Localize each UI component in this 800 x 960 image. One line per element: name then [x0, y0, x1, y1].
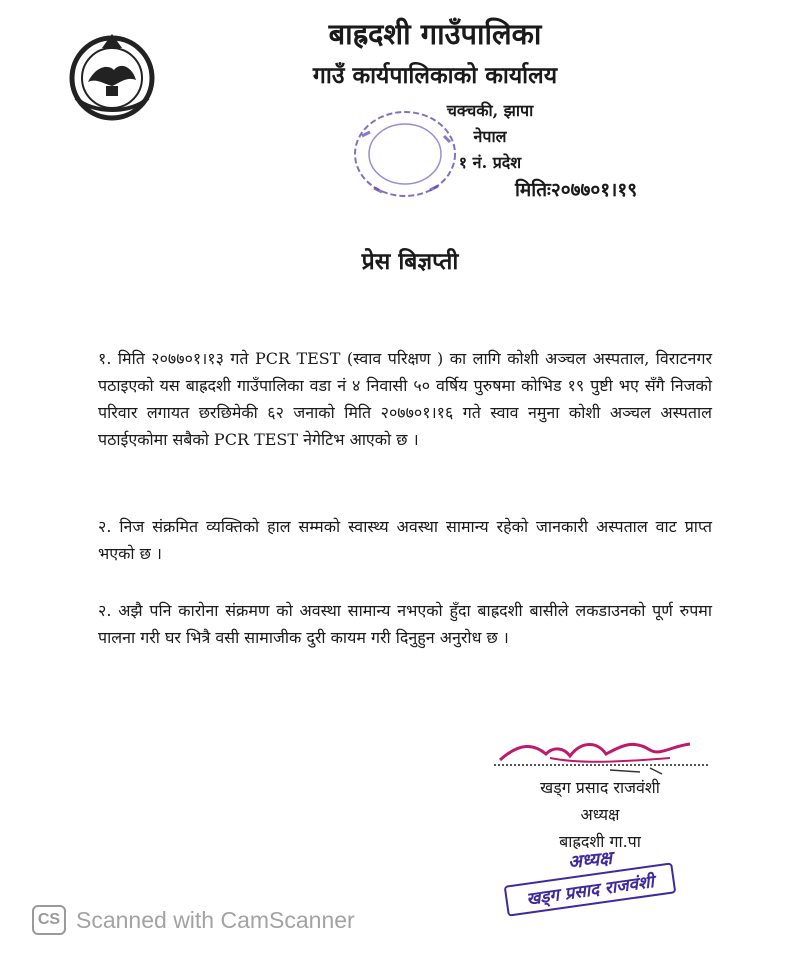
- office-subtitle: गाउँ कार्यपालिकाको कार्यालय: [312, 62, 558, 89]
- camscanner-logo-icon: CS: [32, 905, 66, 935]
- paragraph: २. निज संक्रमित व्यक्तिको हाल सम्मको स्वास्थ्य अवस्था सामान्य रहेको जानकारी अस्पताल वाट प्राप्त भएको छ ।: [98, 517, 712, 563]
- date: मितिः२०७७०१।१९: [515, 179, 638, 201]
- address-line: १ नं. प्रदेश: [458, 153, 522, 172]
- camscanner-watermark: [32, 900, 355, 940]
- seal-name: खड्ग प्रसाद राजवंशी: [504, 862, 677, 916]
- watermark-text: Scanned with CamScanner: [76, 906, 355, 933]
- subject-heading: प्रेस बिज्ञप्ती: [361, 248, 459, 275]
- paragraph: २. अझै पनि कारोना संक्रमण को अवस्था सामान्य नभएको हुँदा बाह्रदशी बासीले लकडाउनको पूर्ण रुपमा पालना गरी घर भित्रै वसी सामाजीक दुरी कायम गरी दिनुहुन अनुरोध छ ।: [98, 601, 712, 647]
- rubber-seal: [505, 848, 675, 918]
- office-title: बाह्रदशी गाउँपालिका: [328, 17, 542, 51]
- signature-line: [494, 764, 708, 766]
- address-line: चक्चकी, झापा: [446, 101, 534, 120]
- signatory-designation: अध्यक्ष: [580, 805, 620, 824]
- paragraph: १. मिति २०७७०१।१३ गते PCR TEST (स्वाव परिक्षण ) का लागि कोशी अञ्चल अस्पताल, विराटनगर पठाइएको यस बाह्रदशी गाउँपालिका वडा नं ४ निवासी ५० वर्षिय पुरुषमा कोभिड १९ पुष्टी भए सँगै निजको परिवार लगायत छरछिमेकी ६२ जनाको मिति २०७७०१।१६ गते स्वाव नमुना कोशी अञ्चल अस्पताल पठाईएकोमा सबैको PCR TEST नेगेटिभ आएको छ ।: [98, 349, 712, 449]
- signatory-office: बाह्रदशी गा.पा: [559, 832, 641, 851]
- office-stamp-icon: [340, 106, 480, 206]
- signatory-name: खड्ग प्रसाद राजवंशी: [540, 778, 660, 797]
- signature-icon: [490, 728, 710, 778]
- seal-title: अध्यक्ष: [567, 847, 613, 874]
- address-line: नेपाल: [473, 127, 507, 146]
